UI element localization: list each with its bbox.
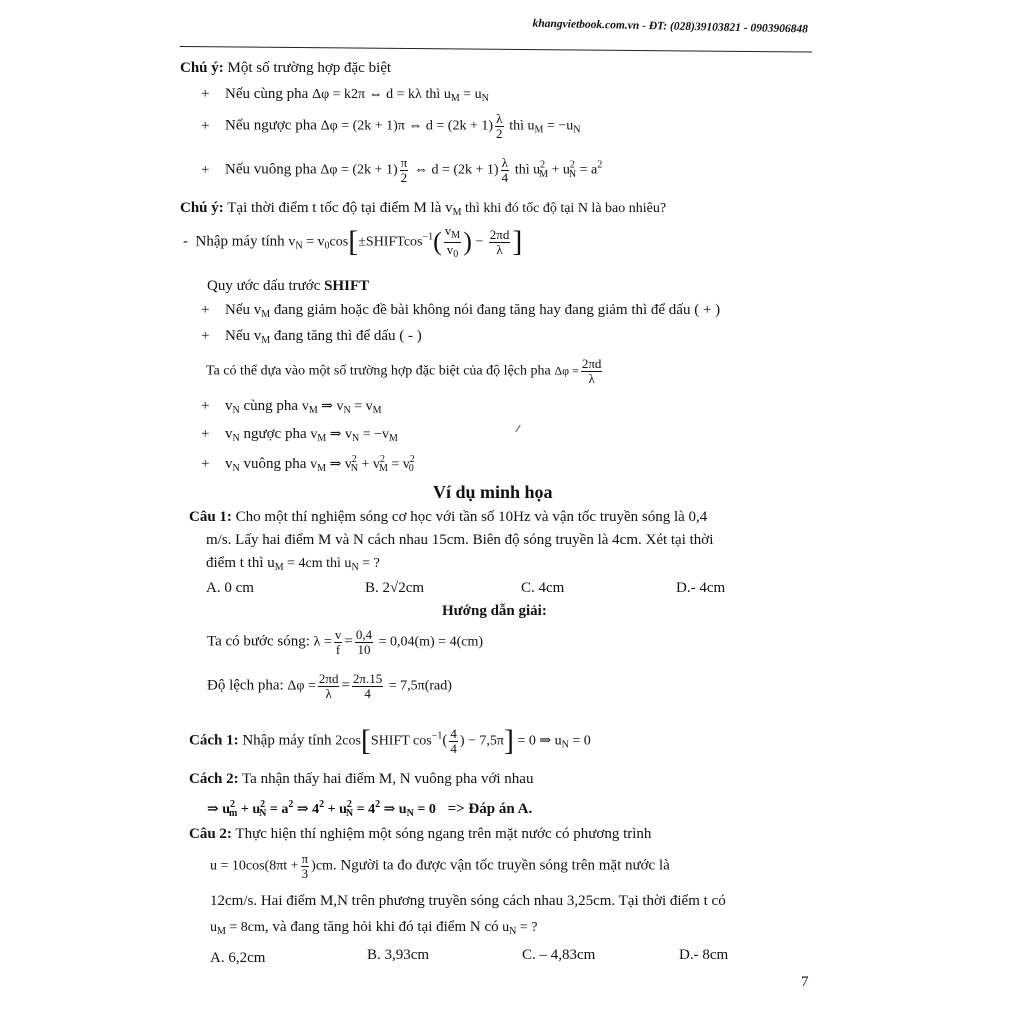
q1-label: Câu 1: [189, 509, 232, 525]
bracket-close: ] [504, 724, 514, 757]
fraction-2pid-lambda-2: $\frac{2\pi d}{\lambda}$ [581, 356, 602, 386]
note2-text-pre: Tại thời điểm t tốc độ tại điểm M là v [223, 200, 453, 216]
q1-option-b-unit: cm [405, 580, 425, 596]
case1-result-eq: = u [459, 87, 482, 102]
special-formula: Δφ = [554, 363, 579, 378]
paren-close: ) [463, 227, 472, 256]
fraction-vm-v0: $\frac{v_M}{v_0}$ [444, 223, 461, 260]
velocity-same-phase: + $v_N$ cùng pha $v_M$ ⇒ $v_N = v_M$ [201, 398, 382, 416]
q2-text2: . Người ta đo được vận tốc truyền sóng trên mặt nước là [332, 857, 670, 874]
q1-option-d: D.- 4cm [676, 580, 726, 596]
bullet-plus: + [201, 426, 210, 442]
q2-label: Câu 2: [189, 826, 232, 842]
q1-way1: Cách 1: Nhập máy tính 2cos[SHIFT $\cos^{-1}$( $\frac{4}{4}$ ) − 7,5π] = 0 ⇒ $u_N = 0$ [189, 724, 591, 757]
q2-line3: 12cm/s. Hai điểm M,N trên phương truyền sóng cách nhau 3,25cm. Tại thời điểm t có [210, 893, 726, 909]
v1-formula: v [301, 399, 309, 414]
case3-result-eq: = a [576, 162, 598, 178]
way1-text: Nhập máy tính [238, 732, 332, 749]
case1-formula: Δφ = k2π ⇔ d = kλ [312, 87, 422, 102]
case2-prefix: Nếu ngược pha [225, 117, 317, 134]
sign-title-shift: SHIFT [324, 278, 370, 294]
q2-option-b: B. 3,93cm [367, 947, 430, 963]
way2-formula-e: + u [324, 802, 347, 817]
q1-option-a: A. 0 cm [206, 580, 254, 596]
note1-label: Chú ý: [180, 60, 224, 76]
page-header: khangvietbook.com.vn - ĐT: (028)39103821 - 0903906848 [532, 17, 809, 36]
sign2-post: đang tăng thì để dấu ( - ) [270, 328, 422, 344]
note1-line [180, 60, 391, 77]
case3-formula: Δφ = (2k + 1) [320, 162, 398, 178]
phase-pre: Δφ = [287, 678, 316, 694]
dash-bullet: - [183, 233, 196, 250]
header-rule [180, 46, 812, 53]
q1-text3-pre: điểm t thì u [206, 555, 275, 571]
case1-result: thì u [425, 87, 451, 102]
special-text: Ta có thể dựa vào một số trường hợp đặc biệt của độ lệch pha [206, 363, 551, 379]
way2-formula-g: ⇒ u [380, 802, 407, 817]
v3-pre: v [225, 456, 233, 472]
case1-prefix: Nếu cùng pha [225, 86, 309, 102]
bullet-plus: + [201, 456, 210, 472]
q2-text1: Thực hiện thí nghiệm một sóng ngang trên mặt nước có phương trình [231, 826, 652, 842]
case3-prefix: Nếu vuông pha [225, 161, 317, 178]
q1-option-b [365, 580, 424, 597]
note2-line: Chú ý: Tại thời điểm t tốc độ tại điểm M là $v_M$ thì khi đó tốc độ tại N là bao nhiêu? [180, 200, 667, 218]
q2-eq-pre: u = 10cos(8πt + [210, 858, 299, 874]
bracket-open: [ [348, 225, 359, 258]
case2-formula: Δφ = (2k + 1)π ⇔ d = (2k + 1) [320, 118, 494, 134]
bullet-plus: + [201, 328, 210, 344]
way1-result-post: = 0 [568, 733, 591, 749]
q1-phase-diff: Độ lệch pha: Δφ = $\frac{2\pi d}{\lambda}$ = $\frac{2\pi.15}{4}$ = 7,5π(rad) [207, 671, 452, 701]
v2-formula: v [310, 427, 318, 442]
lambda-pre: λ = [313, 634, 332, 650]
way1-formula-tail: ) − 7,5π [459, 733, 504, 749]
q1-way2-formula: ⇒ $u^2_m + u^2_N = a^2$ ⇒ $4^2 + u^2_N = 4^2$ ⇒ $u_N = 0$ => Đáp án A. [207, 799, 533, 819]
q1-line1 [189, 509, 707, 526]
way1-formula-pre: 2cos [335, 733, 361, 749]
fraction-2pi15-4: $\frac{2\pi.15}{4}$ [352, 671, 383, 701]
q1-option-c: C. 4cm [521, 580, 565, 596]
case2-result: thì u [509, 118, 535, 134]
way2-formula-c: = a [266, 802, 289, 817]
v1-eq: = v [350, 399, 373, 414]
q2-equation-line [210, 852, 670, 880]
q1-option-b-value: B. 2√2 [365, 580, 406, 596]
q1-text3-mid: = 4cm thì u [283, 556, 352, 571]
v2-eq: = −v [359, 427, 390, 442]
paren-open: ( [433, 227, 442, 256]
q2-text4-q-post: = ? [516, 920, 538, 935]
q2-option-d: D.- 8cm [679, 947, 729, 963]
note1-text: Một số trường hợp đặc biệt [223, 60, 392, 76]
q1-line3: điểm t thì $u_M = 4cm$ thì $u_N$ = ? [206, 555, 380, 573]
sign2-pre: Nếu v [225, 328, 262, 344]
bullet-plus: + [201, 117, 210, 134]
lambda-label: Ta có bước sóng: [207, 633, 310, 650]
way2-formula-b: + u [237, 802, 261, 817]
v1-pre: v [225, 398, 233, 414]
bracket-open: [ [360, 724, 371, 757]
bullet-plus: + [201, 398, 210, 414]
v2-mid: ngược pha [239, 426, 307, 442]
case3-mid: ⇔ d = (2k + 1) [413, 162, 499, 178]
v2-pre: v [225, 426, 233, 442]
q2-text4-pre: u [210, 920, 217, 935]
q2-text4-post: , và đang tăng hỏi khi đó tại điểm N có [264, 919, 499, 935]
sign-title [207, 278, 369, 295]
q1-way2 [189, 771, 533, 788]
bullet-plus: + [201, 161, 210, 178]
case-quadrature-phase: + Nếu vuông pha Δφ = (2k + 1) $\frac{\pi}{2}$ ⇔ d = (2k + 1) $\frac{\lambda}{4}$ thì $u^2_M + u^2_N = a^2$ [201, 155, 603, 185]
bracket-close: ] [512, 225, 523, 258]
fraction-2pid-lambda-3: $\frac{2\pi d}{\lambda}$ [318, 671, 339, 701]
q1-wavelength: Ta có bước sóng: λ = $\frac{v}{f}$ = $\frac{0,4}{10}$ = 0,04(m) = 4(cm) [207, 627, 483, 657]
fraction-2pid-lambda: $\frac{2\pi d}{\lambda}$ [489, 226, 510, 257]
way2-formula-h: = 0 [413, 802, 436, 817]
page-number: 7 [801, 974, 809, 990]
fraction-lambda-4: $\frac{\lambda}{4}$ [501, 155, 509, 185]
q1-line2: m/s. Lấy hai điểm M và N cách nhau 15cm. Biên độ sóng truyền là 4cm. Xét tại thời [206, 532, 714, 548]
way1-result: = 0 ⇒ u [514, 733, 562, 749]
v1-mid: cùng pha [239, 398, 299, 414]
sign1-post: đang giảm hoặc đề bài không nói đang tăng hay đang giảm thì để dấu ( + ) [270, 302, 721, 318]
v3-arrow: ⇒ v [326, 457, 352, 472]
calc-instruction: - Nhập máy tính $v_N$ = $v_0\cos[\pm SHIFTcos^{-1}$( $\frac{v_M}{v_0}$ ) − $\frac{2\pi d}{\lambda}$ ] [183, 223, 523, 260]
fraction-lambda-2: $\frac{\lambda}{2}$ [496, 111, 503, 141]
q2-option-a: A. 6,2cm [210, 950, 266, 966]
q2-eq-post: )cm [311, 858, 333, 874]
way2-text: Ta nhận thấy hai điểm M, N vuông pha với nhau [238, 771, 534, 787]
q2-option-c: C. – 4,83cm [522, 947, 596, 963]
calc-cos: cos [329, 234, 349, 250]
q1-answer: => Đáp án A. [447, 801, 533, 817]
way2-formula-f: = 4 [353, 802, 376, 817]
case2-result-eq: = −u [543, 118, 574, 134]
q1-guide-title: Hướng dẫn giải: [442, 603, 547, 619]
phase-post: = 7,5π(rad) [385, 678, 452, 694]
way2-formula-d: ⇒ 4 [293, 802, 320, 817]
case3-result-plus: + u [548, 162, 570, 178]
fraction-pi-2: $\frac{\pi}{2}$ [400, 155, 408, 185]
calc-minus: − [471, 234, 487, 250]
q2-text4-q: u [498, 920, 510, 935]
lambda-post: = 0,04(m) = 4(cm) [375, 634, 483, 650]
note2-text-post: thì khi đó tốc độ tại N là bao nhiêu? [461, 201, 667, 216]
sign1-pre: Nếu v [225, 302, 262, 318]
v3-eq: = v [387, 457, 410, 472]
calc-eq: = v [302, 234, 325, 250]
way1-formula-in: SHIFT cos [370, 733, 432, 749]
case-same-phase: + Nếu cùng pha Δφ = k2π ⇔ d = kλ thì $u_M = u_N$ [201, 86, 489, 104]
velocity-quadrature-phase: + $v_N$ vuông pha $v_M$ ⇒ $v^2_N + v^2_M = v^2_0$ [201, 454, 415, 474]
way1-label: Cách 1: [189, 732, 239, 749]
special-cases-intro [206, 357, 604, 385]
section-title: Ví dụ minh họa [433, 482, 553, 502]
case-opposite-phase: + Nếu ngược pha Δφ = (2k + 1)π ⇔ d = (2k + 1) $\frac{\lambda}{2}$ thì $u_M = -u_N$ [201, 111, 581, 141]
sign-title-text: Quy ước dấu trước [207, 278, 325, 294]
q1-text1: Cho một thí nghiệm sóng cơ học với tần số 10Hz và vận tốc truyền sóng là 0,4 [231, 509, 708, 525]
note2-label: Chú ý: [180, 200, 224, 216]
sign-rule-2: + Nếu $v_M$ đang tăng thì để dấu ( - ) [201, 328, 422, 346]
fraction-4-4: $\frac{4}{4}$ [450, 725, 457, 756]
way2-label: Cách 2: [189, 771, 239, 787]
q2-line4: $u_M = 8cm$, và đang tăng hỏi khi đó tại điểm N có $u_N$ = ? [210, 919, 538, 937]
v3-plus: + v [358, 457, 380, 472]
bullet-plus: + [201, 302, 210, 318]
sign-rule-1: + Nếu $v_M$ đang giảm hoặc đề bài không nói đang tăng hay đang giảm thì để dấu ( + ) [201, 302, 721, 320]
bullet-plus: + [201, 86, 210, 102]
q1-text3-post: = ? [358, 556, 380, 571]
q2-text4-mid: = 8cm [225, 920, 265, 935]
v2-arrow: ⇒ v [326, 427, 353, 442]
calc-prefix: Nhập máy tính [195, 233, 285, 250]
calc-shift: ±SHIFTcos [358, 234, 423, 250]
fraction-v-f: $\frac{v}{f}$ [334, 627, 342, 657]
q2-line1 [189, 826, 651, 843]
fraction-04-10: $\frac{0,4}{10}$ [355, 627, 373, 657]
way2-formula-a: ⇒ u [207, 802, 231, 817]
velocity-opposite-phase: + $v_N$ ngược pha $v_M$ ⇒ $v_N = -v_M$ [201, 426, 398, 444]
calc-v: v [288, 234, 296, 250]
v1-arrow: ⇒ v [317, 399, 344, 414]
v3-formula: v [310, 457, 318, 472]
phase-label: Độ lệch pha: [207, 677, 284, 694]
case3-result: thì u [514, 162, 541, 178]
stray-pen-mark [515, 425, 520, 432]
v3-mid: vuông pha [239, 456, 307, 472]
fraction-pi-3: $\frac{\pi}{3}$ [301, 851, 309, 881]
